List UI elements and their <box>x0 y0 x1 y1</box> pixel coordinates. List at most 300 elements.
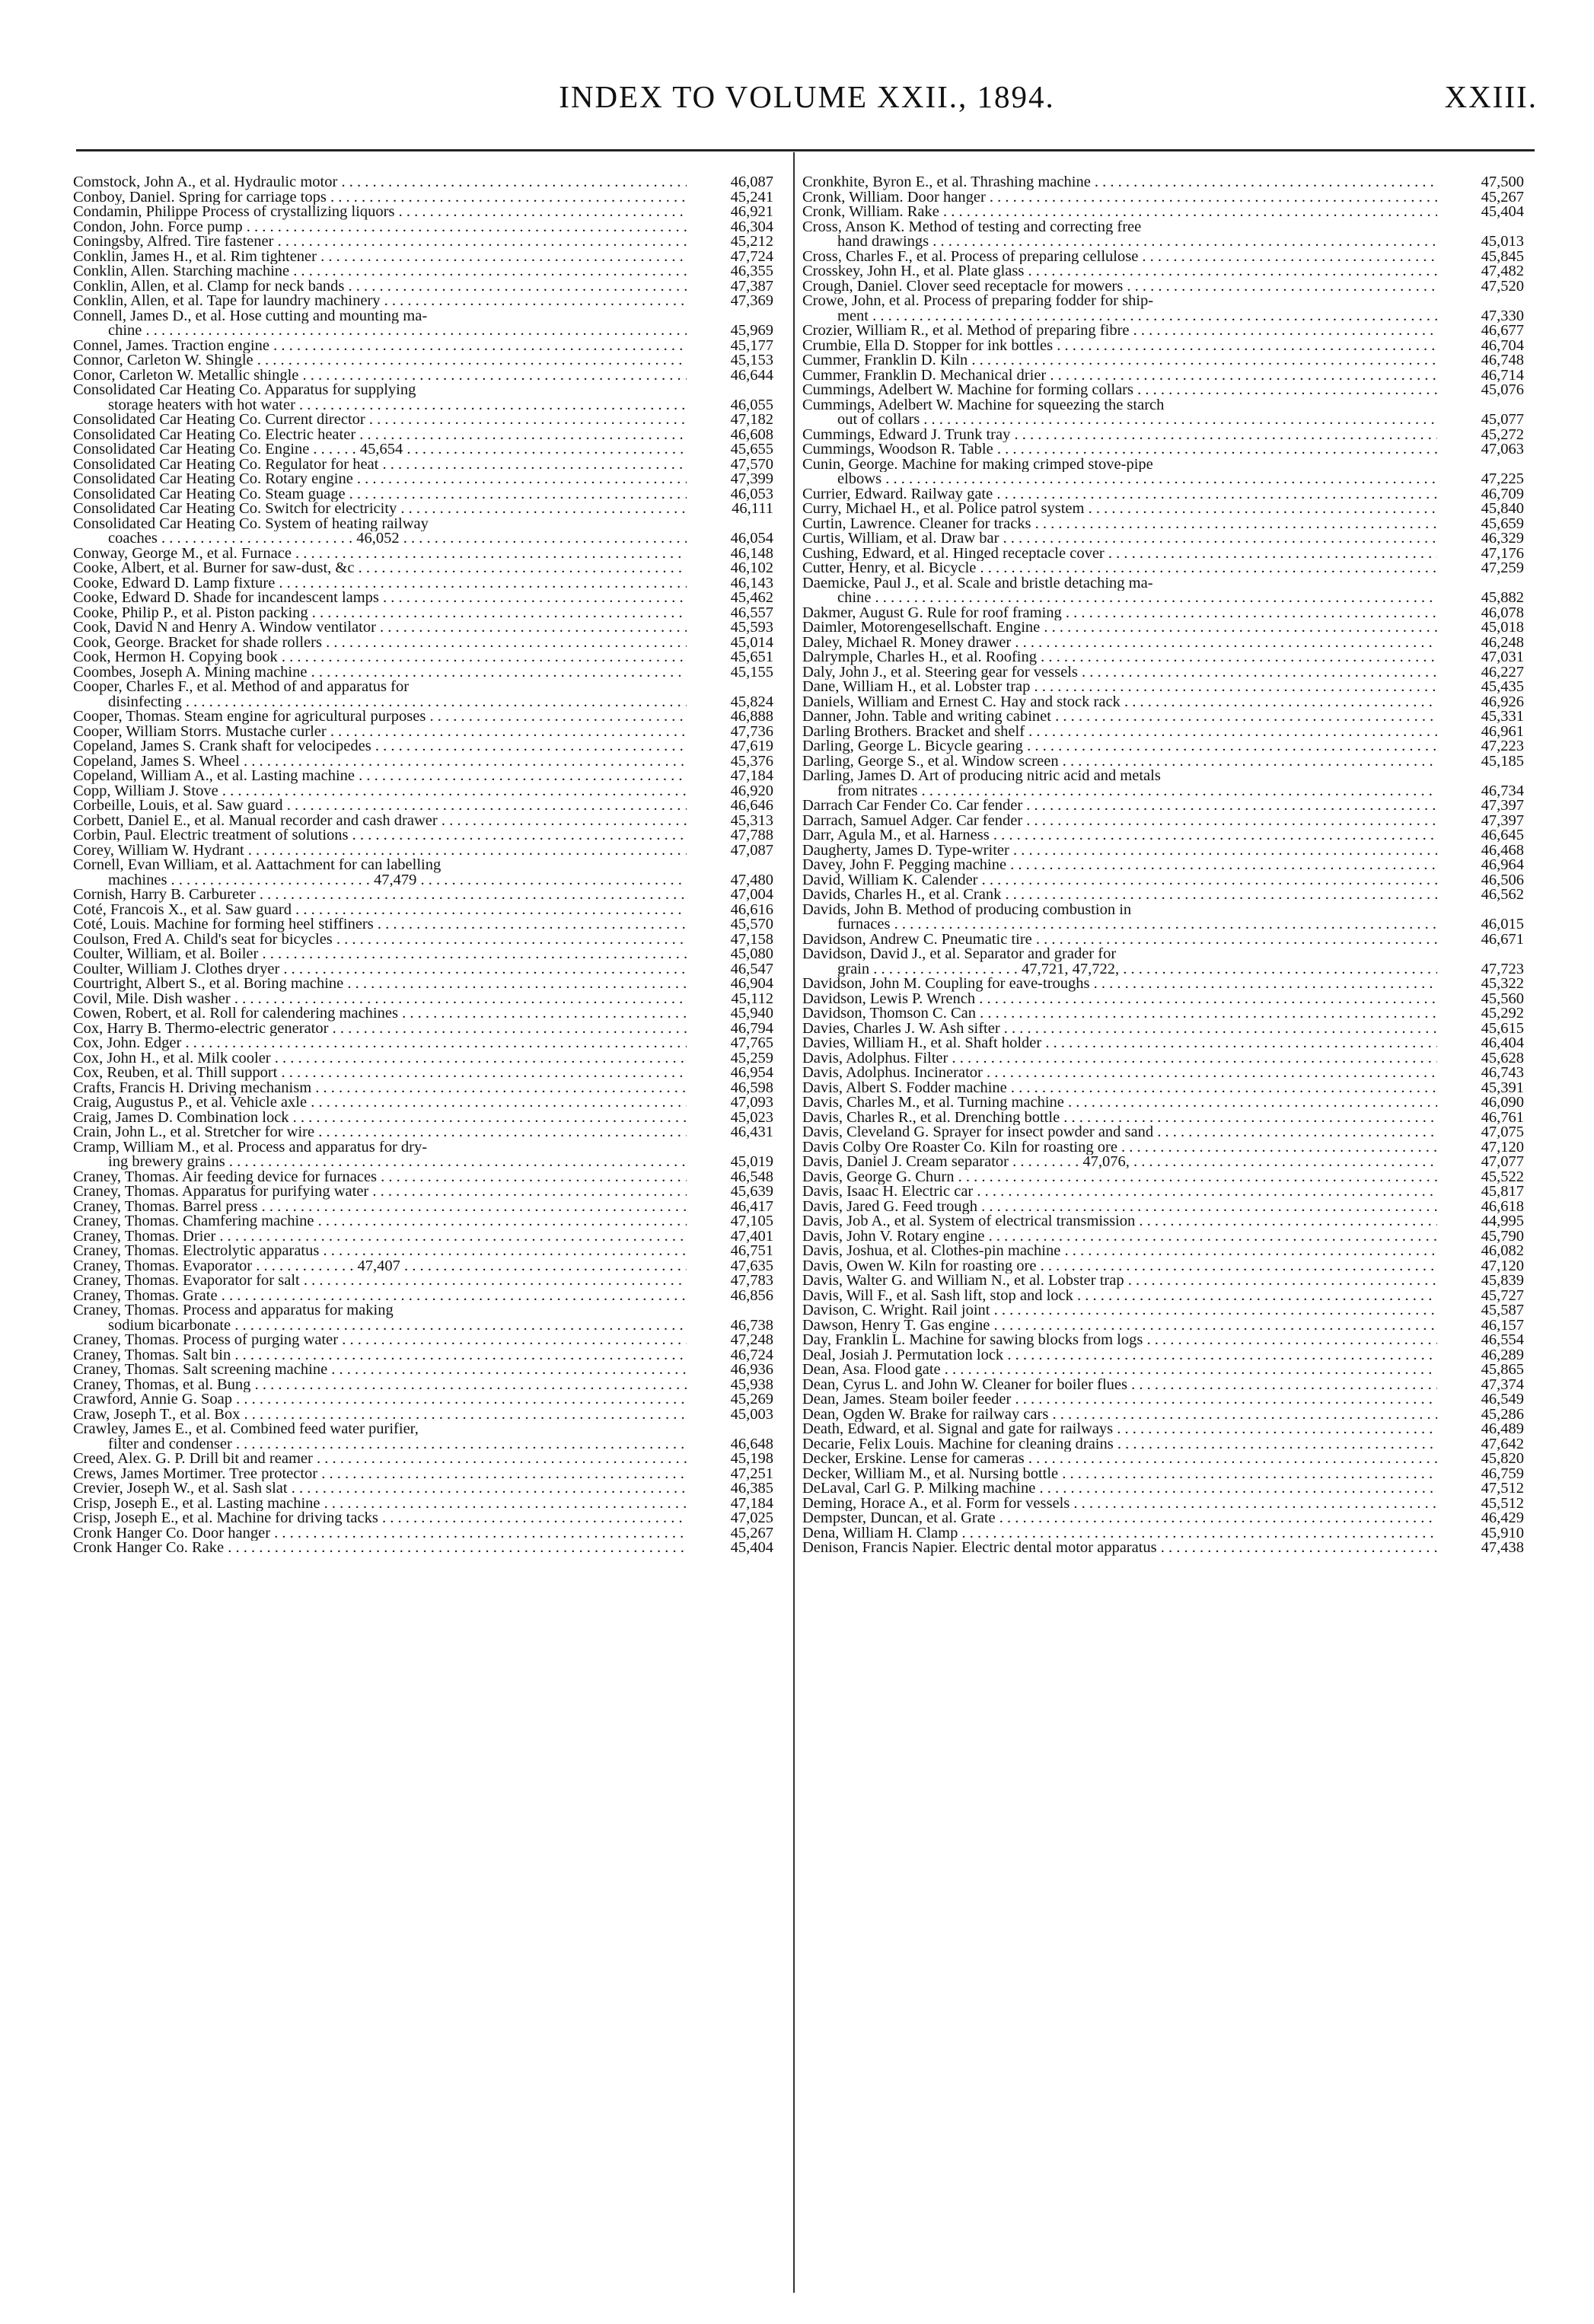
index-entry <box>73 339 773 354</box>
header-rule <box>76 149 1535 151</box>
entry-text: furnaces . . . <box>802 917 1437 932</box>
index-entry <box>802 665 1524 681</box>
index-entry <box>802 428 1524 443</box>
entry-patent-number: 45,391 <box>1481 1080 1524 1095</box>
index-entry <box>73 1407 773 1423</box>
index-entry <box>73 1200 773 1215</box>
entry-patent-number: 47,374 <box>1481 1377 1524 1392</box>
index-entry <box>73 725 773 740</box>
entry-patent-number: 47,788 <box>730 828 773 843</box>
index-entry <box>73 1378 773 1393</box>
entry-text: Crozier, William R., et al. Method of preparing fibre . . . <box>802 324 1437 339</box>
entry-patent-number: 46,677 <box>1481 324 1524 339</box>
entry-text: ing brewery grains . . . <box>73 1155 687 1170</box>
index-entry <box>802 294 1524 309</box>
entry-patent-number: 45,615 <box>1481 1021 1524 1036</box>
entry-text: Consolidated Car Heating Co. Switch for electricity . . . <box>73 502 687 517</box>
entry-patent-number: 46,598 <box>730 1080 773 1095</box>
index-entry <box>73 220 773 235</box>
entry-text: elbows . . . <box>802 472 1437 487</box>
entry-text: Comstock, John A., et al. Hydraulic motor . . . <box>73 175 687 190</box>
entry-patent-number: 45,331 <box>1481 709 1524 725</box>
entry-text: Cook, Hermon H. Copying book . . . <box>73 650 687 665</box>
entry-text: Connel, James. Traction engine . . . <box>73 339 687 354</box>
index-entry <box>73 739 773 754</box>
index-entry <box>73 1289 773 1304</box>
index-entry <box>802 517 1524 532</box>
entry-patent-number: 47,105 <box>730 1214 773 1229</box>
index-entry <box>73 814 773 829</box>
index-entry <box>802 353 1524 368</box>
entry-text: DeLaval, Carl G. P. Milking machine . . . <box>802 1481 1437 1497</box>
entry-patent-number: 47,330 <box>1481 308 1524 324</box>
entry-patent-number: 47,248 <box>730 1333 773 1348</box>
entry-text: Cooke, Albert, et al. Burner for saw-dust, &c . . . <box>73 561 687 576</box>
entry-patent-number: 45,018 <box>1481 620 1524 636</box>
index-entry <box>73 977 773 992</box>
entry-patent-number: 46,548 <box>730 1169 773 1184</box>
entry-text: Davidson, David J., et al. Separator and grader for <box>802 947 1117 962</box>
entry-patent-number: 47,724 <box>730 249 773 264</box>
entry-text: Consolidated Car Heating Co. Engine . . . . . . 45,654 . . . <box>73 442 687 457</box>
entry-patent-number: 46,646 <box>730 799 773 814</box>
entry-text: Cox, John. Edger . . . <box>73 1036 687 1051</box>
entry-text: Corbin, Paul. Electric treatment of solutions . . . <box>73 828 687 843</box>
entry-patent-number: 45,292 <box>1481 1006 1524 1022</box>
entry-text: Consolidated Car Heating Co. Regulator for heat . . . <box>73 457 687 473</box>
index-entry <box>73 1274 773 1289</box>
entry-patent-number: 46,329 <box>1481 531 1524 547</box>
entry-patent-number: 47,397 <box>1481 813 1524 828</box>
index-entry <box>802 1229 1524 1245</box>
entry-patent-number: 47,223 <box>1481 739 1524 754</box>
index-column-left <box>73 175 773 1556</box>
entry-patent-number: 45,286 <box>1481 1407 1524 1422</box>
entry-text: Crain, John L., et al. Stretcher for wire . . . <box>73 1125 687 1140</box>
entry-patent-number: 45,865 <box>1481 1363 1524 1378</box>
index-entry-continuation <box>802 472 1524 487</box>
index-entry <box>802 1155 1524 1170</box>
entry-patent-number: 47,120 <box>1481 1140 1524 1155</box>
entry-patent-number: 46,714 <box>1481 368 1524 383</box>
entry-patent-number: 46,856 <box>730 1288 773 1303</box>
entry-text: Consolidated Car Heating Co. Steam guage . . . <box>73 487 687 502</box>
index-entry <box>802 650 1524 665</box>
index-entry <box>73 234 773 250</box>
index-entry <box>802 1541 1524 1556</box>
entry-text: Corey, William W. Hydrant . . . <box>73 843 687 859</box>
entry-text: Cooper, William Storrs. Mustache curler . . . <box>73 725 687 740</box>
entry-patent-number: 47,512 <box>1481 1481 1524 1497</box>
entry-patent-number: 45,655 <box>730 442 773 457</box>
entry-patent-number: 45,659 <box>1481 516 1524 531</box>
index-entry-continuation <box>73 324 773 339</box>
entry-text: Dena, William H. Clamp . . . <box>802 1526 1437 1541</box>
index-entry <box>73 1452 773 1467</box>
index-entry <box>802 1081 1524 1096</box>
entry-text: Davis, Job A., et al. System of electrical transmission . . . <box>802 1214 1437 1229</box>
index-entry <box>802 190 1524 206</box>
index-entry <box>802 1333 1524 1348</box>
entry-text: Daley, Michael R. Money drawer . . . <box>802 636 1437 651</box>
entry-text: Crawley, James E., et al. Combined feed water purifier, <box>73 1422 419 1437</box>
entry-text: Consolidated Car Heating Co. Apparatus for supplying <box>73 383 416 398</box>
index-entry <box>802 1467 1524 1482</box>
index-entry <box>802 383 1524 398</box>
entry-patent-number: 46,015 <box>1481 917 1524 932</box>
entry-patent-number: 46,111 <box>732 502 773 517</box>
entry-text: Dakmer, August G. Rule for roof framing . . . <box>802 606 1437 621</box>
entry-text: Cummer, Franklin D. Kiln . . . <box>802 353 1437 368</box>
entry-patent-number: 47,225 <box>1481 472 1524 487</box>
entry-patent-number: 47,736 <box>730 724 773 739</box>
entry-patent-number: 47,087 <box>730 843 773 858</box>
index-entry <box>73 1051 773 1066</box>
index-entry <box>802 814 1524 829</box>
index-entry <box>802 992 1524 1007</box>
index-entry <box>802 368 1524 384</box>
index-entry <box>73 457 773 473</box>
entry-text: Conklin, Allen, et al. Tape for laundry machinery . . . <box>73 294 687 309</box>
index-entry <box>73 1541 773 1556</box>
entry-text: sodium bicarbonate . . . <box>73 1318 687 1334</box>
entry-text: Connell, James D., et al. Hose cutting and mounting ma- <box>73 308 428 324</box>
entry-text: Davis, John V. Rotary engine . . . <box>802 1229 1437 1245</box>
index-entry <box>73 843 773 859</box>
entry-text: Davis, Will F., et al. Sash lift, stop and lock . . . <box>802 1289 1437 1304</box>
index-entry <box>73 680 773 695</box>
entry-text: Condamin, Philippe Process of crystallizing liquors . . . <box>73 205 687 220</box>
index-entry <box>802 324 1524 339</box>
entry-patent-number: 47,401 <box>730 1229 773 1244</box>
entry-text: machines . . . . . . . . . . . . . . . . . . . . . . . . . . 47,479 . . . <box>73 873 687 888</box>
index-entry-continuation <box>802 962 1524 977</box>
entry-patent-number: 47,158 <box>730 932 773 947</box>
entry-text: Cooper, Charles F., et al. Method of and apparatus for <box>73 680 410 695</box>
entry-text: Condon, John. Force pump . . . <box>73 220 687 235</box>
entry-patent-number: 45,940 <box>730 1006 773 1022</box>
index-entry <box>802 1214 1524 1229</box>
entry-text: Consolidated Car Heating Co. Current director . . . <box>73 413 687 428</box>
entry-patent-number: 47,635 <box>730 1258 773 1274</box>
entry-patent-number: 46,404 <box>1481 1036 1524 1051</box>
index-entry <box>73 1111 773 1126</box>
index-entry <box>73 368 773 384</box>
index-entry <box>802 754 1524 770</box>
entry-patent-number: 44,995 <box>1481 1214 1524 1229</box>
entry-text: Darrach Car Fender Co. Car fender . . . <box>802 799 1437 814</box>
index-entry <box>73 932 773 948</box>
entry-text: Curry, Michael H., et al. Police patrol system . . . <box>802 502 1437 517</box>
index-entry <box>802 932 1524 948</box>
entry-text: Copeland, James S. Crank shaft for velocipedes . . . <box>73 739 687 754</box>
entry-text: Cronkhite, Byron E., et al. Thrashing machine . . . <box>802 175 1437 190</box>
entry-patent-number: 46,431 <box>730 1125 773 1140</box>
index-entry <box>73 1422 773 1437</box>
entry-patent-number: 45,080 <box>730 947 773 962</box>
index-entry <box>73 1214 773 1229</box>
entry-text: Daimler, Motorengesellschaft. Engine . . . <box>802 620 1437 636</box>
index-entry <box>802 1125 1524 1140</box>
index-entry <box>802 888 1524 903</box>
entry-patent-number: 47,438 <box>1481 1541 1524 1556</box>
entry-text: Davis, Daniel J. Cream separator . . . . . . . . . 47,076, . . . <box>802 1155 1437 1170</box>
index-entry <box>802 1170 1524 1185</box>
entry-text: Connor, Carleton W. Shingle . . . <box>73 353 687 368</box>
entry-patent-number: 47,259 <box>1481 561 1524 576</box>
entry-patent-number: 45,824 <box>730 694 773 709</box>
index-entry <box>73 442 773 457</box>
index-entry <box>802 576 1524 591</box>
entry-patent-number: 46,562 <box>1481 888 1524 903</box>
entry-text: Davis, Charles M., et al. Turning machine . . . <box>802 1095 1437 1111</box>
index-entry <box>73 487 773 502</box>
entry-patent-number: 46,148 <box>730 546 773 561</box>
entry-patent-number: 46,355 <box>730 264 773 279</box>
index-entry <box>73 1392 773 1407</box>
entry-text: Davis, Cleveland G. Sprayer for insect powder and sand . . . <box>802 1125 1437 1140</box>
entry-patent-number: 46,417 <box>730 1199 773 1214</box>
index-entry <box>73 309 773 324</box>
entry-text: Craney, Thomas. Drier . . . <box>73 1229 687 1245</box>
index-entry <box>73 576 773 591</box>
index-entry-continuation <box>73 1318 773 1334</box>
index-entry <box>73 1348 773 1363</box>
entry-patent-number: 45,198 <box>730 1452 773 1467</box>
index-entry <box>802 1363 1524 1378</box>
index-entry <box>73 517 773 532</box>
entry-text: coaches . . . . . . . . . . . . . . . . . . . . . . . . . 46,052 . . . <box>73 531 687 547</box>
entry-text: Cronk, William. Rake . . . <box>802 205 1437 220</box>
entry-text: Cronk Hanger Co. Door hanger . . . <box>73 1526 687 1541</box>
entry-text: Danner, John. Table and writing cabinet . . . <box>802 709 1437 725</box>
index-entry <box>802 620 1524 636</box>
entry-text: Davies, Charles J. W. Ash sifter . . . <box>802 1022 1437 1037</box>
index-entry <box>802 250 1524 265</box>
entry-patent-number: 45,322 <box>1481 977 1524 992</box>
entry-text: Cummings, Adelbert W. Machine for squeezing the starch <box>802 397 1165 413</box>
entry-patent-number: 45,727 <box>1481 1288 1524 1303</box>
index-entry <box>802 1526 1524 1541</box>
entry-patent-number: 46,618 <box>1481 1199 1524 1214</box>
entry-patent-number: 46,248 <box>1481 635 1524 650</box>
entry-patent-number: 46,904 <box>730 977 773 992</box>
entry-text: Copeland, James S. Wheel . . . <box>73 754 687 770</box>
entry-text: Cronk, William. Door hanger . . . <box>802 190 1437 206</box>
entry-text: Cummings, Edward J. Trunk tray . . . <box>802 428 1437 443</box>
entry-patent-number: 47,642 <box>1481 1436 1524 1452</box>
index-entry <box>802 1095 1524 1111</box>
index-entry <box>802 1407 1524 1423</box>
entry-text: Darling, George L. Bicycle gearing . . . <box>802 739 1437 754</box>
index-entry <box>802 1036 1524 1051</box>
index-entry <box>73 620 773 636</box>
entry-patent-number: 47,783 <box>730 1274 773 1289</box>
entry-text: Curtis, William, et al. Draw bar . . . <box>802 531 1437 547</box>
index-entry <box>802 858 1524 873</box>
entry-patent-number: 47,093 <box>730 1095 773 1111</box>
entry-text: Craney, Thomas. Grate . . . <box>73 1289 687 1304</box>
index-entry <box>802 442 1524 457</box>
entry-patent-number: 45,817 <box>1481 1184 1524 1200</box>
entry-text: Cummings, Woodson R. Table . . . <box>802 442 1437 457</box>
entry-patent-number: 47,765 <box>730 1036 773 1051</box>
entry-patent-number: 47,077 <box>1481 1155 1524 1170</box>
entry-text: Denison, Francis Napier. Electric dental motor apparatus . . . <box>802 1541 1437 1556</box>
index-entry <box>73 1244 773 1259</box>
index-entry <box>73 888 773 903</box>
entry-text: Decarie, Felix Louis. Machine for cleaning drains . . . <box>802 1437 1437 1452</box>
entry-patent-number: 45,404 <box>730 1541 773 1556</box>
entry-text: Coté, Francois X., et al. Saw guard . . . <box>73 903 687 918</box>
index-entry <box>73 591 773 606</box>
index-entry <box>802 1184 1524 1200</box>
page-title: INDEX TO VOLUME XXII., 1894. <box>559 79 1055 114</box>
entry-patent-number: 45,560 <box>1481 991 1524 1006</box>
entry-patent-number: 47,480 <box>730 872 773 888</box>
index-entry <box>73 917 773 932</box>
index-entry <box>802 873 1524 888</box>
index-entry <box>73 769 773 784</box>
index-entry <box>802 1392 1524 1407</box>
entry-text: Cronk Hanger Co. Rake . . . <box>73 1541 687 1556</box>
entry-text: David, William K. Calender . . . <box>802 873 1437 888</box>
entry-patent-number: 45,570 <box>730 917 773 932</box>
entry-text: Crisp, Joseph E., et al. Machine for driving tacks . . . <box>73 1511 687 1526</box>
entry-text: Davis Colby Ore Roaster Co. Kiln for roasting ore . . . <box>802 1140 1437 1156</box>
index-entry <box>802 561 1524 576</box>
entry-text: Crumbie, Ella D. Stopper for ink bottles . . . <box>802 339 1437 354</box>
index-entry <box>73 709 773 725</box>
entry-text: Craig, Augustus P., et al. Vehicle axle . . . <box>73 1095 687 1111</box>
entry-patent-number: 46,794 <box>730 1021 773 1036</box>
index-entry <box>802 1452 1524 1467</box>
column-divider <box>793 152 795 2293</box>
entry-text: Consolidated Car Heating Co. System of heating railway <box>73 516 429 531</box>
entry-text: Darr, Agula M., et al. Harness . . . <box>802 828 1437 843</box>
entry-text: Cramp, William M., et al. Process and apparatus for dry- <box>73 1140 428 1155</box>
entry-text: Cox, Reuben, et al. Thill support . . . <box>73 1066 687 1081</box>
entry-text: chine . . . <box>73 324 687 339</box>
entry-patent-number: 46,954 <box>730 1066 773 1081</box>
entry-text: Corbett, Daniel E., et al. Manual recorder and cash drawer . . . <box>73 814 687 829</box>
entry-text: Craw, Joseph T., et al. Box . . . <box>73 1407 687 1423</box>
entry-patent-number: 47,500 <box>1481 175 1524 190</box>
entry-text: Cunin, George. Machine for making crimped stove-pipe <box>802 457 1153 472</box>
entry-patent-number: 46,078 <box>1481 605 1524 620</box>
index-entry <box>73 1497 773 1512</box>
entry-patent-number: 45,272 <box>1481 427 1524 442</box>
index-entry <box>73 1511 773 1526</box>
entry-text: Davidson, John M. Coupling for eave-troughs . . . <box>802 977 1437 992</box>
entry-text: Cook, George. Bracket for shade rollers . . . <box>73 636 687 651</box>
index-entry <box>802 1111 1524 1126</box>
entry-patent-number: 47,520 <box>1481 279 1524 294</box>
index-entry <box>73 858 773 873</box>
entry-patent-number: 47,619 <box>730 739 773 754</box>
entry-text: Coté, Louis. Machine for forming heel stiffiners . . . <box>73 917 687 932</box>
entry-patent-number: 45,639 <box>730 1184 773 1200</box>
entry-text: Davis, Jared G. Feed trough . . . <box>802 1200 1437 1215</box>
index-entry <box>802 695 1524 710</box>
index-entry <box>802 531 1524 547</box>
entry-text: grain . . . . . . . . . . . . . . . . . . . 47,721, 47,722, . . . <box>802 962 1437 977</box>
index-entry <box>73 947 773 962</box>
entry-text: Craney, Thomas. Process of purging water . . . <box>73 1333 687 1348</box>
entry-text: Craney, Thomas. Salt bin . . . <box>73 1348 687 1363</box>
entry-patent-number: 46,087 <box>730 175 773 190</box>
entry-text: Darrach, Samuel Adger. Car fender . . . <box>802 814 1437 829</box>
entry-patent-number: 46,961 <box>1481 724 1524 739</box>
entry-patent-number: 47,075 <box>1481 1125 1524 1140</box>
entry-text: Davies, William H., et al. Shaft holder . . . <box>802 1036 1437 1051</box>
index-entry <box>73 190 773 206</box>
index-entry <box>73 962 773 977</box>
index-entry <box>73 1095 773 1111</box>
entry-patent-number: 46,102 <box>730 561 773 576</box>
index-entry <box>802 1051 1524 1066</box>
index-entry <box>802 1066 1524 1081</box>
entry-patent-number: 45,790 <box>1481 1229 1524 1244</box>
index-entry <box>802 175 1524 190</box>
entry-text: Crisp, Joseph E., et al. Lasting machine . . . <box>73 1497 687 1512</box>
entry-patent-number: 45,185 <box>1481 754 1524 769</box>
entry-patent-number: 45,269 <box>730 1392 773 1407</box>
entry-text: Coningsby, Alfred. Tire fastener . . . <box>73 234 687 250</box>
entry-patent-number: 45,820 <box>1481 1452 1524 1467</box>
entry-text: Cowen, Robert, et al. Roll for calendering machines . . . <box>73 1006 687 1022</box>
entry-text: Craney, Thomas. Salt screening machine . . . <box>73 1363 687 1378</box>
entry-text: Copeland, William A., et al. Lasting machine . . . <box>73 769 687 784</box>
entry-patent-number: 45,259 <box>730 1050 773 1066</box>
entry-text: Crosskey, John H., et al. Plate glass . . . <box>802 264 1437 279</box>
entry-patent-number: 47,004 <box>730 888 773 903</box>
entry-text: Davids, John B. Method of producing combustion in <box>802 902 1132 917</box>
entry-patent-number: 45,013 <box>1481 234 1524 250</box>
entry-text: Corbeille, Louis, et al. Saw guard . . . <box>73 799 687 814</box>
entry-patent-number: 46,547 <box>730 961 773 977</box>
entry-text: Conklin, Allen. Starching machine . . . <box>73 264 687 279</box>
index-entry <box>73 294 773 309</box>
index-entry <box>802 1200 1524 1215</box>
index-entry <box>802 799 1524 814</box>
entry-patent-number: 46,888 <box>730 709 773 725</box>
index-entry <box>802 1006 1524 1022</box>
entry-text: Davis, Adolphus. Incinerator . . . <box>802 1066 1437 1081</box>
entry-patent-number: 46,289 <box>1481 1347 1524 1363</box>
index-entry <box>802 264 1524 279</box>
entry-patent-number: 46,671 <box>1481 932 1524 947</box>
index-entry <box>802 1511 1524 1526</box>
entry-text: Creed, Alex. G. P. Drill bit and reamer . . . <box>73 1452 687 1467</box>
entry-patent-number: 46,644 <box>730 368 773 383</box>
entry-patent-number: 47,369 <box>730 294 773 309</box>
entry-patent-number: 47,184 <box>730 1496 773 1511</box>
entry-text: Dean, James. Steam boiler feeder . . . <box>802 1392 1437 1407</box>
index-entry <box>73 561 773 576</box>
entry-text: out of collars . . . <box>802 413 1437 428</box>
entry-text: Conor, Carleton W. Metallic shingle . . . <box>73 368 687 384</box>
index-entry <box>73 1140 773 1156</box>
entry-patent-number: 47,031 <box>1481 650 1524 665</box>
entry-text: Cooke, Edward D. Shade for incandescent lamps . . . <box>73 591 687 606</box>
entry-patent-number: 46,734 <box>1481 783 1524 799</box>
index-entry <box>73 784 773 799</box>
entry-text: Craney, Thomas. Process and apparatus for making <box>73 1303 394 1318</box>
entry-patent-number: 47,387 <box>730 279 773 294</box>
entry-text: Davey, John F. Pegging machine . . . <box>802 858 1437 873</box>
index-entry <box>802 680 1524 695</box>
